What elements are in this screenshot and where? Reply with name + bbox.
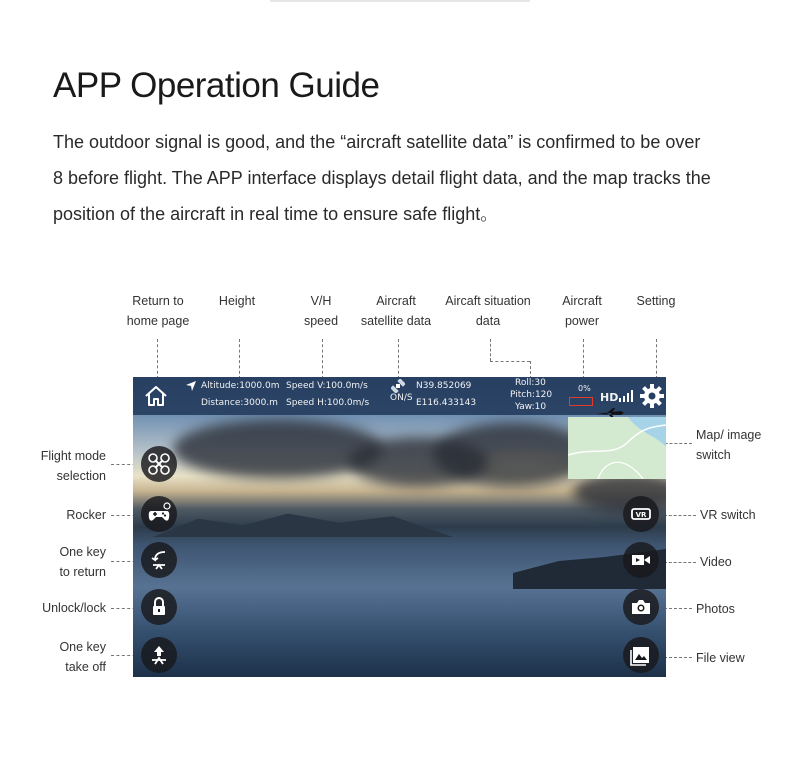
callout-rocker (20, 505, 106, 525)
mountain-range (153, 511, 453, 537)
callout-satellite (355, 291, 437, 331)
satellite-icon (391, 379, 405, 393)
roll-readout: Roll:30 (515, 378, 546, 388)
map-thumbnail[interactable] (568, 417, 666, 479)
leader-line (239, 339, 240, 379)
callout-label: Height (218, 294, 256, 308)
intro-paragraph (53, 124, 793, 232)
leader-line (157, 339, 158, 379)
flight-mode-button[interactable] (141, 446, 177, 482)
callout-label: Aircraft (376, 294, 416, 308)
file-view-button[interactable] (623, 637, 659, 673)
longitude-readout: E116.433143 (416, 398, 477, 408)
signal-bars-icon (619, 390, 633, 402)
callout-label: satellite data (360, 314, 432, 328)
leader-line (490, 361, 530, 362)
callout-take-off (20, 637, 106, 677)
callout-label: home page (126, 314, 190, 328)
intro-line: 8 before flight. The APP interface displays detail flight data, and the map tracks the (53, 168, 711, 188)
pitch-readout: Pitch:120 (510, 390, 553, 400)
latitude-readout: N39.852069 (416, 381, 472, 391)
callout-label: Photos (696, 602, 735, 616)
leader-line (664, 562, 696, 563)
leader-line (398, 339, 399, 379)
vr-switch-button[interactable] (623, 496, 659, 532)
callout-label: power (564, 314, 600, 328)
lock-icon (147, 595, 171, 619)
callout-label: Unlock/lock (42, 601, 106, 615)
leader-line (490, 339, 491, 361)
callout-power (554, 291, 610, 331)
horizontal-speed-readout: Speed H:100.0m/s (286, 398, 370, 408)
takeoff-icon (147, 643, 171, 667)
unlock-lock-button[interactable] (141, 589, 177, 625)
callout-label: speed (303, 314, 339, 328)
callout-label: selection (56, 469, 106, 483)
vertical-speed-readout: Speed V:100.0m/s (286, 381, 368, 391)
callout-return-home (122, 291, 194, 331)
callout-label: Aircaft situation (445, 294, 531, 308)
callout-label: switch (696, 448, 731, 462)
page-title: APP Operation Guide (53, 66, 380, 105)
leader-line (664, 608, 692, 609)
leader-line (664, 657, 692, 658)
callout-label: One key (59, 545, 106, 559)
gallery-icon (629, 643, 653, 667)
callout-one-key-return (20, 542, 106, 582)
callout-photos (696, 599, 786, 619)
callout-label: Rocker (66, 508, 106, 522)
svg-text:VR: VR (635, 511, 647, 519)
yaw-readout: Yaw:10 (515, 402, 547, 412)
hd-label: HD (600, 391, 619, 404)
power-percentage: 0% (578, 384, 591, 393)
callout-setting (628, 291, 684, 311)
callout-vh-speed (292, 291, 350, 331)
leader-line (664, 515, 696, 516)
callout-label: Setting (636, 294, 676, 308)
home-icon (143, 383, 169, 409)
intro-line: The outdoor signal is good, and the “aircraft satellite data” is confirmed to be over (53, 132, 701, 152)
callout-label: VR switch (700, 508, 756, 522)
camera-icon (629, 595, 653, 619)
vr-icon (629, 502, 653, 526)
callout-label: V/H (310, 294, 332, 308)
return-home-icon (147, 548, 171, 572)
callout-vr-switch (700, 505, 790, 525)
callout-height (205, 291, 269, 311)
callout-label: Return to (132, 294, 184, 308)
altitude-readout: Altitude:1000.0m (201, 381, 280, 391)
one-key-takeoff-button[interactable] (141, 637, 177, 673)
battery-indicator (569, 397, 593, 406)
callout-map-switch (696, 425, 786, 465)
photos-button[interactable] (623, 589, 659, 625)
leader-line (656, 339, 657, 379)
status-bar (133, 377, 666, 415)
callout-unlock-lock (20, 598, 106, 618)
callout-label: to return (59, 565, 106, 579)
leader-line (322, 339, 323, 379)
distance-readout: Distance:3000.m (201, 398, 278, 408)
gear-icon (639, 383, 665, 409)
callout-video (700, 552, 790, 572)
home-button[interactable] (143, 383, 169, 409)
callout-label: File view (696, 651, 745, 665)
callout-label: Video (700, 555, 732, 569)
callout-label: Map/ image (696, 428, 762, 442)
callout-label: data (475, 314, 501, 328)
callout-label: Flight mode (40, 449, 106, 463)
callout-situation (440, 291, 536, 331)
intro-line: position of the aircraft in real time to ensure safe flight。 (53, 204, 499, 224)
app-screen (133, 377, 666, 677)
gps-status: ON/S (390, 393, 413, 403)
navigation-arrow-icon (185, 380, 197, 392)
callout-file-view (696, 648, 786, 668)
one-key-return-button[interactable] (141, 542, 177, 578)
map-view (568, 417, 666, 479)
video-button[interactable] (623, 542, 659, 578)
callout-flight-mode (20, 446, 106, 486)
drone-icon (147, 452, 171, 476)
callout-label: One key (59, 640, 106, 654)
video-icon (629, 548, 653, 572)
callout-label: take off (65, 660, 106, 674)
top-divider (270, 0, 530, 2)
callout-label: Aircraft (562, 294, 602, 308)
gamepad-icon (147, 502, 171, 526)
settings-button[interactable] (639, 383, 665, 409)
leader-line (583, 339, 584, 379)
rocker-button[interactable] (141, 496, 177, 532)
